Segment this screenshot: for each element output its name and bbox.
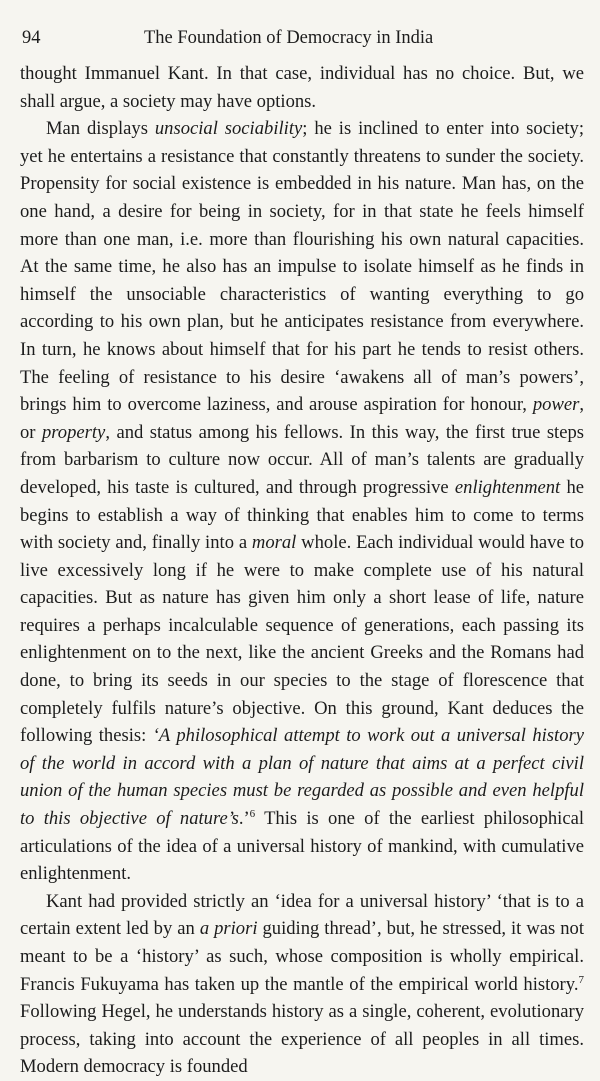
text-run: , and status among his fellows. In this way, the first true steps from barbarism to culture now occur. All of man’s talents are gradually developed, his taste is cultured, and through progressive xyxy=(20,421,585,498)
paragraph-2 xyxy=(20,115,584,888)
text-run: ; he is inclined to enter into society; yet he entertains a resistance that constantly threatens to sunder the society. Propensity for social existence is embedded in his nature. Man has, on the one hand, a desire for being in society, for in that state he feels himself more than one man, i.e. more than flourishing his own natural capacities. At the same time, he also has an impulse to isolate himself as he finds in himself the unsociable characteristics of wanting everything to go according to his own plan, but he anticipates resistance from everywhere. In turn, he knows about himself that for his part he tends to resist others. The feeling of resistance to his desire ‘awakens all of man’s powers’, brings him to overcome laziness, and arouse aspiration for honour, xyxy=(20,118,585,416)
paragraph-1 xyxy=(20,60,584,115)
text-run: he begins to establish a way of thinking that enables him to come to terms with society and, finally into a xyxy=(20,476,584,554)
text-run: Following Hegel, he understands history as a single, coherent, evolutionary process, taking into account the experience of all peoples in all times. Modern democracy is founded xyxy=(20,1001,584,1078)
footnote-ref: 7 xyxy=(578,973,584,986)
text-run: Kant had provided strictly an ‘idea for a universal history’ ‘that is to a certain extent led by an xyxy=(20,890,584,940)
italic-text: property xyxy=(41,421,106,443)
text-run: whole. Each individual would have to live excessively long if he were to make complete use of his natural capacities. But as nature has given him only a short lease of life, nature requires a perhaps incalculable sequence of generations, each passing its enlightenment on to the next, like the ancient Greeks and the Romans had done, to bring its seeds in our species to the stage of florescence that completely fulfils nature’s objective. On this ground, Kant deduces the following thesis: xyxy=(20,532,585,747)
text-run: This is one of the earliest philosophical articulations of the idea of a universal history of mankind, with cumulative enlightenment. xyxy=(20,808,584,885)
text-run: .’ xyxy=(238,808,250,830)
text-run: guiding thread’, but, he stressed, it was not meant to be a ‘history’ as such, whose composition is wholly empirical. Francis Fukuyama has taken up the mantle of the empirical world history. xyxy=(20,918,584,995)
italic-text: a priori xyxy=(199,918,258,940)
page-header xyxy=(20,26,584,50)
italic-text: power xyxy=(532,394,580,416)
paragraph-3 xyxy=(20,888,584,1081)
running-head: The Foundation of Democracy in India xyxy=(144,28,434,48)
footnote-ref: 6 xyxy=(249,808,256,821)
italic-text: enlightenment xyxy=(454,476,561,498)
italic-text: moral xyxy=(251,532,297,554)
italic-text: ‘A philosophical attempt to work out a universal history of the world in accord with a plan of nature that aims at a perfect civil union of the human species must be regarded as possible and even helpful to this objective of nature’s xyxy=(20,725,584,830)
text-run: , or xyxy=(20,394,584,443)
page-number: 94 xyxy=(22,28,41,48)
text-run: thought Immanuel Kant. In that case, individual has no choice. But, we shall argue, a society may have options. xyxy=(20,63,584,112)
body-text xyxy=(20,60,584,1081)
text-run: Man displays xyxy=(46,118,155,140)
italic-text: unsocial sociability xyxy=(154,118,303,140)
